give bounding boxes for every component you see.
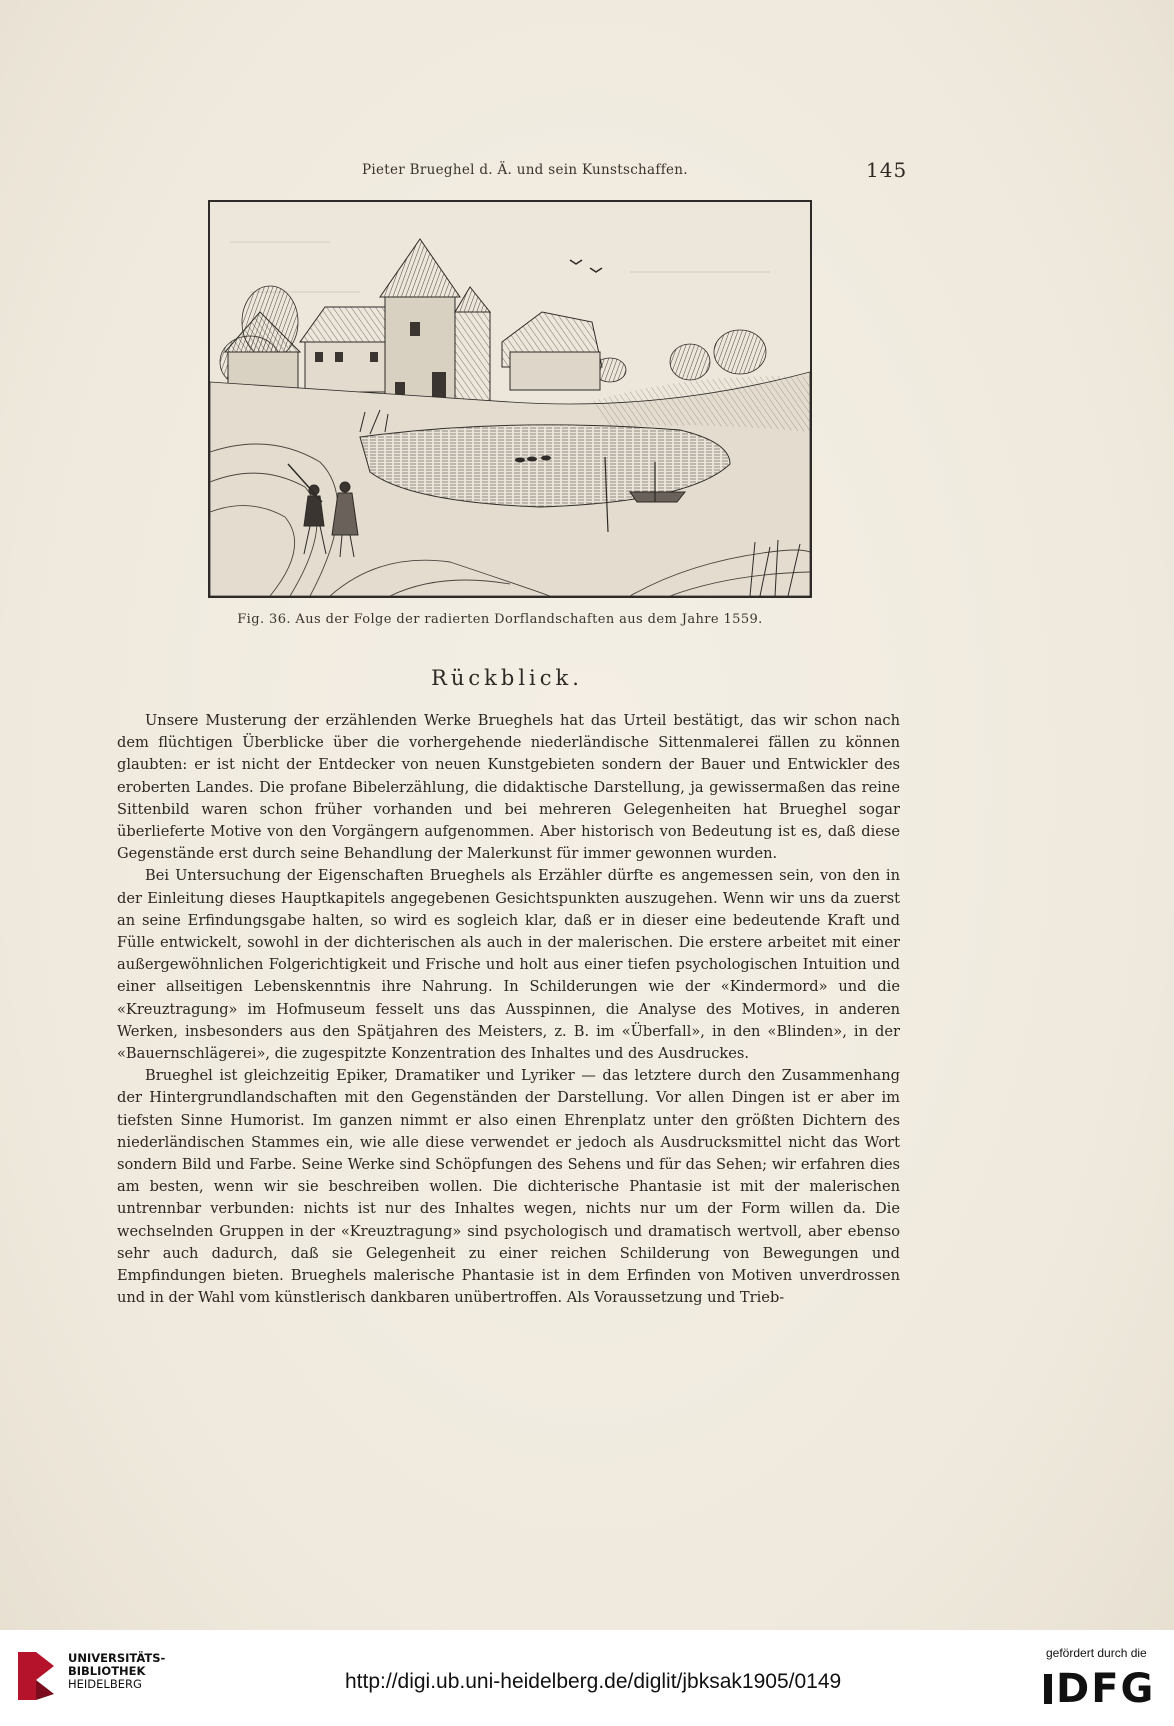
dfg-logo-text: DFG [1056, 1666, 1156, 1712]
dfg-bar-icon [1044, 1674, 1052, 1704]
source-url-link[interactable]: http://digi.ub.uni-heidelberg.de/diglit/jbksak1905/0149 [345, 1670, 842, 1693]
village-landscape-image [210, 202, 810, 596]
section-heading: Rückblick. [431, 666, 583, 690]
university-library-logo-icon [10, 1648, 60, 1704]
body-text [117, 710, 900, 1309]
running-header [0, 158, 1174, 188]
library-name-line1: UNIVERSITÄTS- [68, 1651, 166, 1665]
dfg-logo [1044, 1666, 1155, 1712]
funded-by-label: gefördert durch die [1046, 1646, 1147, 1660]
footer-bar [0, 1630, 1174, 1726]
paragraph-2: Bei Untersuchung der Eigenschaften Brueghels als Erzähler dürfte es angemessen sein, von den in der Einleitung dieses Hauptkapitels angegebenen Gesichtspunkten auszugehen. Wenn wir uns da zuerst an seine Erfindungsgabe halten, so wird es sogleich klar, daß er in dieser eine bedeutende Kraft und Fülle entwickelt, sowohl in der dichterischen als auch in der malerischen. Die erstere arbeitet mit einer außergewöhnlichen Folgerichtigkeit und Frische und holt aus einer tiefen psychologischen Intuition und einer allseitigen Lebenskenntnis ihre Nahrung. In Schilderungen wie der «Kindermord» und die «Kreuztragung» im Hofmuseum fesselt uns das Ausspinnen, die Analyse des Motives, in anderen Werken, insbesonders aus den Spätjahren des Meisters, z. B. im «Überfall», in den «Blinden», in der «Bauernschlägerei», die zugespitzte Konzentration des Inhaltes und des Ausdruckes. [117, 867, 900, 1063]
paragraph-1: Unsere Musterung der erzählenden Werke Brueghels hat das Urteil bestätigt, das wir schon nach dem flüchtigen Überblicke über die vorhergehende niederländische Sittenmalerei fällen zu können glaubten: er ist nicht der Entdecker von neuen Kunstgebieten sondern der Bauer und Entwickler des eroberten Landes. Die profane Bibelerzählung, die didaktische Darstellung, ja gewissermaßen das reine Sittenbild waren schon früher vorhanden und bei mehreren Gelegenheiten hat Brueghel sogar überlieferte Motive von den Vorgängern aufgenommen. Aber historisch von Bedeutung ist es, daß diese Gegenstände erst durch seine Behandlung der Malerkunst für immer gewonnen wurden. [117, 712, 900, 863]
library-name [68, 1652, 165, 1691]
figure-caption: Fig. 36. Aus der Folge der radierten Dorflandschaften aus dem Jahre 1559. [237, 612, 763, 627]
etching-illustration [208, 200, 812, 598]
library-name-line2: BIBLIOTHEK [68, 1664, 146, 1678]
paragraph-3: Brueghel ist gleichzeitig Epiker, Dramatiker und Lyriker — das letztere durch den Zusammenhang der Hintergrundlandschaften mit den Gegenständen der Darstellung. Vor allen Dingen ist er aber im tiefsten Sinne Humorist. Im ganzen nimmt er also einen Ehrenplatz unter den größten Dichtern des niederländischen Stammes ein, wie alle diese verwendet er jedoch als Ausdrucksmittel nicht das Wort sondern Bild und Farbe. Seine Werke sind Schöpfungen des Sehens und für das Sehen; wir erfahren dies am besten, wenn wir sie beschreiben wollen. Die dichterische Phantasie ist mit der malerischen untrennbar verbunden: nichts ist nur des Inhaltes wegen, nichts nur um der Form willen da. Die wechselnden Gruppen in der «Kreuztragung» sind psychologisch und dramatisch wertvoll, aber ebenso sehr auch dadurch, daß sie Gelegenheit zu einer reichen Schilderung von Bewegungen und Empfindungen bieten. Brueghels malerische Phantasie ist in dem Erfinden von Motiven unverdrossen und in der Wahl vom künstlerisch dankbaren unübertroffen. Als Voraussetzung und Trieb- [117, 1067, 900, 1307]
running-title: Pieter Brueghel d. Ä. und sein Kunstschaffen. [362, 162, 688, 178]
page-number: 145 [866, 158, 908, 182]
library-name-line3: HEIDELBERG [68, 1677, 142, 1691]
